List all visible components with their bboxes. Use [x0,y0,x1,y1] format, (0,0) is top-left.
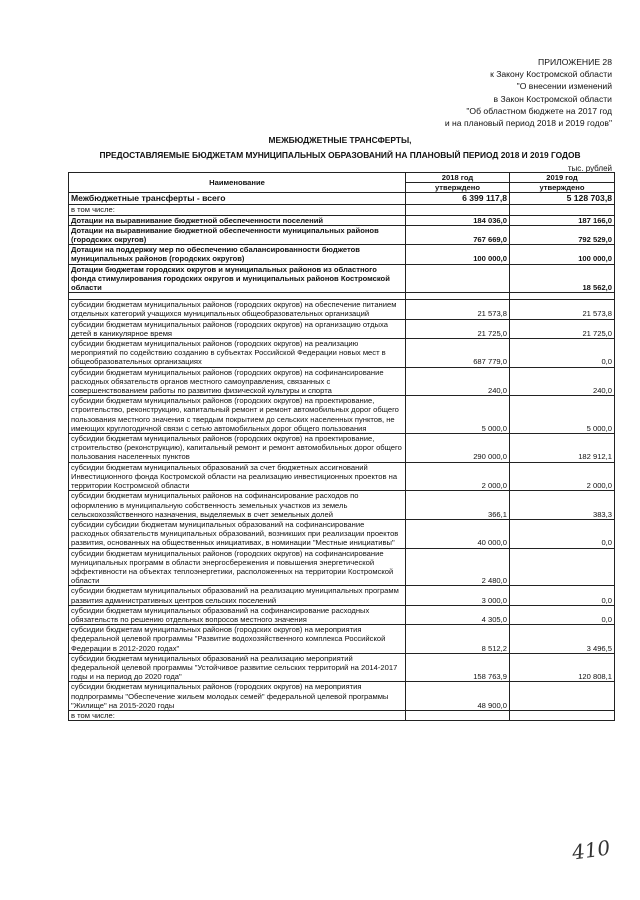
appendix-line: "Об областном бюджете на 2017 год [466,105,612,116]
table-row [69,245,615,264]
cell-2019: 0,0 [510,339,615,368]
table-row [69,519,615,548]
cell-2019: 3 496,5 [510,625,615,654]
cell-name: субсидии бюджетам муниципальных районов (городских округов) на проектирование, строительство, реконструкцию, капитальный ремонт и ремонт автомобильных дорог общего пользования местного значения с твердым покрытием до сельских населенных пунктов, не имеющих круглогодичной связи с сетью автомобильных дорог общего пользования [69,396,406,434]
document-title: МЕЖБЮДЖЕТНЫЕ ТРАНСФЕРТЫ, [268,135,412,145]
cell-2018 [406,264,510,293]
table-row [69,193,615,205]
table-row [69,225,615,244]
cell-name: Дотации на выравнивание бюджетной обеспеченности муниципальных районов (городских округов) [69,225,406,244]
cell-2019 [510,293,615,300]
table-row [69,586,615,605]
cell-name: субсидии бюджетам муниципальных районов на софинансирование расходов по оформлению в муниципальную собственность земельных участков из земель сельскохозяйственного назначения, выделяемых в счет земельных долей [69,491,406,520]
cell-2019 [510,682,615,711]
table-row [69,682,615,711]
cell-2018: 2 000,0 [406,462,510,491]
cell-2019: 5 000,0 [510,396,615,434]
cell-name: субсидии бюджетам муниципальных образований на реализацию муниципальных программ развития административных центров сельских поселений [69,586,406,605]
cell-name: Дотации бюджетам городских округов и муниципальных районов из областного фонда стимулирования городских округов и муниципальных районов Костромской области [69,264,406,293]
cell-2018: 687 779,0 [406,339,510,368]
table-row [69,653,615,682]
cell-2018: 40 000,0 [406,519,510,548]
table-row [69,434,615,463]
cell-name: субсидии субсидии бюджетам муниципальных образований на софинансирование расходных обязательств муниципальных образований, возникших при реализации проектов развития, основанных на общественных инициативах, в номинации "Местные инициативы" [69,519,406,548]
cell-name: в том числе: [69,710,406,720]
budget-table [68,172,615,721]
cell-2019: 240,0 [510,367,615,396]
table-row [69,264,615,293]
cell-2019: 0,0 [510,605,615,624]
header-name: Наименование [69,173,406,193]
table-row [69,396,615,434]
cell-2019: 0,0 [510,586,615,605]
cell-2019 [510,205,615,215]
cell-name [69,293,406,300]
cell-2018: 48 900,0 [406,682,510,711]
cell-2019: 21 573,8 [510,300,615,319]
cell-name: субсидии бюджетам муниципальных районов (городских округов) на софинансирование муниципальных программ в области энергосбережения и повышения энергетической эффективности на объектах теплоэнергетики, расположенных на территории Костромской области [69,548,406,586]
cell-name: субсидии бюджетам муниципальных районов (городских округов) на мероприятия подпрограммы "Обеспечение жильем молодых семей" федеральной целевой программы "Жилище" на 2015-2020 годы [69,682,406,711]
cell-2018: 6 399 117,8 [406,193,510,205]
cell-name: субсидии бюджетам муниципальных районов (городских округов) на реализацию мероприятий по содействию созданию в субъектах Российской Федерации новых мест в общеобразовательных организациях [69,339,406,368]
cell-2019: 120 808,1 [510,653,615,682]
cell-name: Дотации на поддержку мер по обеспечению сбалансированности бюджетов муниципальных районов (городских округов) [69,245,406,264]
cell-2019 [510,548,615,586]
cell-name: Межбюджетные трансферты - всего [69,193,406,205]
appendix-line: к Закону Костромской области [490,69,612,80]
header-approved-2018: утверждено [406,183,510,193]
table-row [69,548,615,586]
cell-2019: 182 912,1 [510,434,615,463]
header-year-2019: 2019 год [510,173,615,183]
table-row [69,319,615,338]
cell-2019: 21 725,0 [510,319,615,338]
table-row [69,491,615,520]
appendix-line: "О внесении изменений [516,81,612,92]
cell-2018: 8 512,2 [406,625,510,654]
cell-name: субсидии бюджетам муниципальных образований за счет бюджетных ассигнований Инвестиционного фонда Костромской области на реализацию инвестиционных проектов на территории Костромской области [69,462,406,491]
cell-2018: 2 480,0 [406,548,510,586]
cell-2018: 100 000,0 [406,245,510,264]
cell-2019: 100 000,0 [510,245,615,264]
cell-name: субсидии бюджетам муниципальных образований на реализацию мероприятий федеральной целевой программы "Устойчивое развитие сельских территорий на 2014-2017 годы и на период до 2020 года" [69,653,406,682]
cell-2019 [510,710,615,720]
cell-2018: 366,1 [406,491,510,520]
table-row [69,462,615,491]
table-row [69,215,615,225]
appendix-line: и на плановый период 2018 и 2019 годов" [444,118,612,129]
table-row [69,625,615,654]
appendix-line: в Закон Костромской области [493,93,612,104]
table-header [69,173,615,193]
cell-name: субсидии бюджетам муниципальных районов (городских округов) на софинансирование расходных обязательств органов местного самоуправления, связанных с совершенствованием работы по развитию физической культуры и спорта [69,367,406,396]
cell-name: Дотации на выравнивание бюджетной обеспеченности поселений [69,215,406,225]
header-year-2018: 2018 год [406,173,510,183]
cell-2019: 187 166,0 [510,215,615,225]
cell-name: в том числе: [69,205,406,215]
document-subtitle: ПРЕДОСТАВЛЯЕМЫЕ БЮДЖЕТАМ МУНИЦИПАЛЬНЫХ ОБРАЗОВАНИЙ НА ПЛАНОВЫЙ ПЕРИОД 2018 И 2019 ГОДОВ [99,150,581,160]
cell-2018: 184 036,0 [406,215,510,225]
cell-2018: 3 000,0 [406,586,510,605]
cell-name: субсидии бюджетам муниципальных районов (городских округов) на обеспечение питанием отдельных категорий учащихся муниципальных общеобразовательных организаций [69,300,406,319]
table-row [69,205,615,215]
cell-name: субсидии бюджетам муниципальных районов (городских округов) на организацию отдыха детей в каникулярное время [69,319,406,338]
cell-2018 [406,293,510,300]
appendix-header [445,56,612,129]
cell-2019: 18 562,0 [510,264,615,293]
cell-2018: 240,0 [406,367,510,396]
cell-2018: 4 305,0 [406,605,510,624]
table-row [69,293,615,300]
cell-2018: 158 763,9 [406,653,510,682]
cell-name: субсидии бюджетам муниципальных образований на софинансирование расходных обязательств по решению отдельных вопросов местного значения [69,605,406,624]
cell-2019: 2 000,0 [510,462,615,491]
table-row [69,710,615,720]
table-body [69,193,615,721]
cell-2018 [406,710,510,720]
units-label: тыс. рублей [567,164,612,173]
cell-2018: 21 725,0 [406,319,510,338]
cell-name: субсидии бюджетам муниципальных районов (городских округов) на проектирование, строительство (реконструкцию), капитальный ремонт и ремонт автомобильных дорог общего пользования населенных пунктов [69,434,406,463]
table-row [69,300,615,319]
header-approved-2019: утверждено [510,183,615,193]
cell-2019: 383,3 [510,491,615,520]
cell-2019: 0,0 [510,519,615,548]
cell-2018 [406,205,510,215]
cell-2018: 5 000,0 [406,396,510,434]
cell-2019: 792 529,0 [510,225,615,244]
table-row [69,339,615,368]
cell-name: субсидии бюджетам муниципальных районов (городских округов) на мероприятия федеральной целевой программы "Развитие водохозяйственного комплекса Российской Федерации в 2012-2020 годах" [69,625,406,654]
cell-2018: 21 573,8 [406,300,510,319]
handwritten-page-number: 410 [570,835,612,865]
appendix-line: ПРИЛОЖЕНИЕ 28 [538,57,612,67]
table-row [69,605,615,624]
cell-2019: 5 128 703,8 [510,193,615,205]
cell-2018: 290 000,0 [406,434,510,463]
cell-2018: 767 669,0 [406,225,510,244]
table-row [69,367,615,396]
